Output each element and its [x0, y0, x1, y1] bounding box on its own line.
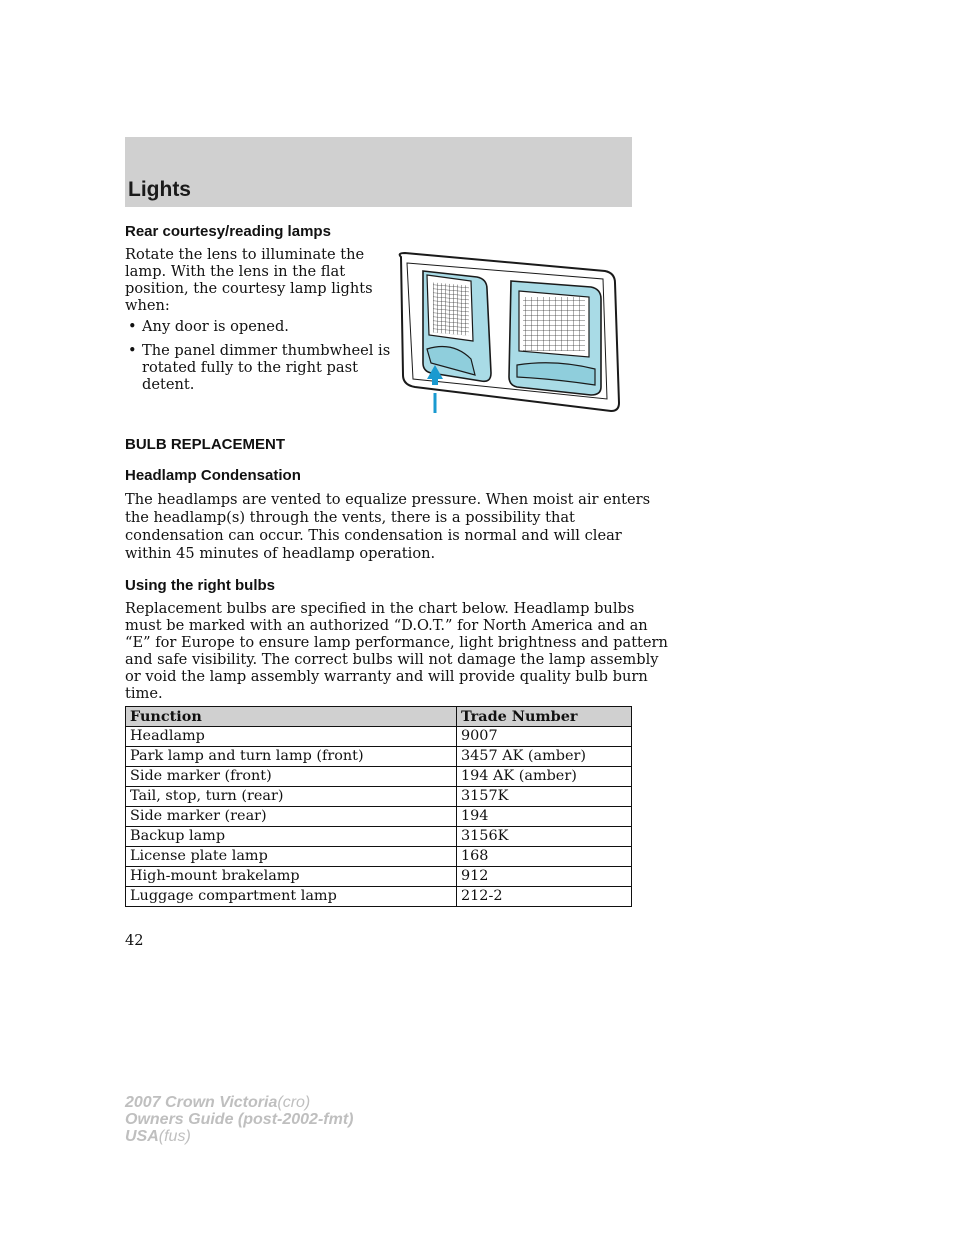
table-row [126, 847, 632, 867]
footer-market: USA [125, 1128, 159, 1145]
column-header-function: Function [126, 707, 457, 727]
section-title: Lights [128, 178, 191, 201]
trade-number-cell: 3156K [457, 827, 632, 847]
table-row [126, 867, 632, 887]
trade-number-cell: 3457 AK (amber) [457, 747, 632, 767]
table-row [126, 767, 632, 787]
paragraph-line: within 45 minutes of headlamp operation. [125, 545, 436, 562]
paragraph-line: “E” for Europe to ensure lamp performance, light brightness and pattern [125, 634, 668, 651]
bullet-marker: • [128, 342, 137, 359]
bullet-marker: • [128, 318, 137, 335]
paragraph-line: or void the lamp assembly warranty and will provide quality bulb burn [125, 668, 648, 685]
courtesy-intro-line: lamp. With the lens in the flat [125, 263, 346, 280]
bullet-text: Any door is opened. [142, 318, 289, 335]
function-cell: High-mount brakelamp [126, 867, 457, 887]
function-cell: License plate lamp [126, 847, 457, 867]
table-row [126, 807, 632, 827]
footer-model: 2007 Crown Victoria [125, 1094, 278, 1111]
condensation-heading: Headlamp Condensation [125, 467, 301, 484]
trade-number-cell: 212-2 [457, 887, 632, 907]
table-row [126, 887, 632, 907]
paragraph-line: and safe visibility. The correct bulbs will not damage the lamp assembly [125, 651, 659, 668]
courtesy-intro [125, 246, 373, 314]
document-footer [125, 1094, 353, 1145]
bulb-table [125, 706, 632, 907]
function-cell: Park lamp and turn lamp (front) [126, 747, 457, 767]
trade-number-cell: 194 AK (amber) [457, 767, 632, 787]
footer-model-code: (cro) [277, 1094, 311, 1111]
courtesy-intro-line: when: [125, 297, 170, 314]
function-cell: Tail, stop, turn (rear) [126, 787, 457, 807]
right-bulbs-paragraph [125, 600, 668, 702]
function-cell: Luggage compartment lamp [126, 887, 457, 907]
function-cell: Side marker (front) [126, 767, 457, 787]
section-header-band [125, 137, 632, 207]
table-row [126, 747, 632, 767]
function-cell: Backup lamp [126, 827, 457, 847]
function-cell: Side marker (rear) [126, 807, 457, 827]
paragraph-line: Replacement bulbs are specified in the chart below. Headlamp bulbs [125, 600, 635, 617]
paragraph-line: The headlamps are vented to equalize pressure. When moist air enters [125, 491, 651, 508]
column-header-trade-number: Trade Number [457, 707, 632, 727]
table-row [126, 787, 632, 807]
courtesy-intro-line: position, the courtesy lamp lights [125, 280, 373, 297]
trade-number-cell: 9007 [457, 727, 632, 747]
paragraph-line: must be marked with an authorized “D.O.T.” for North America and an [125, 617, 648, 634]
table-row [126, 827, 632, 847]
bullet-item [142, 318, 289, 335]
footer-guide: Owners Guide (post-2002-fmt) [125, 1111, 354, 1128]
function-cell: Headlamp [126, 727, 457, 747]
trade-number-cell: 912 [457, 867, 632, 887]
table-row [126, 727, 632, 747]
trade-number-cell: 194 [457, 807, 632, 827]
right-bulbs-heading: Using the right bulbs [125, 577, 275, 594]
courtesy-lamp-illustration [393, 245, 623, 415]
paragraph-line: the headlamp(s) through the vents, there is a possibility that [125, 509, 575, 526]
footer-market-code: (fus) [158, 1128, 191, 1145]
courtesy-heading: Rear courtesy/reading lamps [125, 223, 331, 240]
paragraph-line: condensation can occur. This condensation is normal and will clear [125, 527, 622, 544]
trade-number-cell: 3157K [457, 787, 632, 807]
trade-number-cell: 168 [457, 847, 632, 867]
courtesy-intro-line: Rotate the lens to illuminate the [125, 246, 365, 263]
bulb-replacement-heading: BULB REPLACEMENT [125, 436, 285, 453]
bullet-item [142, 342, 390, 393]
paragraph-line: time. [125, 685, 163, 702]
table-header-row [126, 707, 632, 727]
bullet-text: detent. [142, 376, 195, 393]
page-number: 42 [125, 932, 144, 949]
bullet-text: rotated fully to the right past [142, 359, 358, 376]
bullet-text: The panel dimmer thumbwheel is [142, 342, 391, 359]
condensation-paragraph [125, 491, 650, 563]
